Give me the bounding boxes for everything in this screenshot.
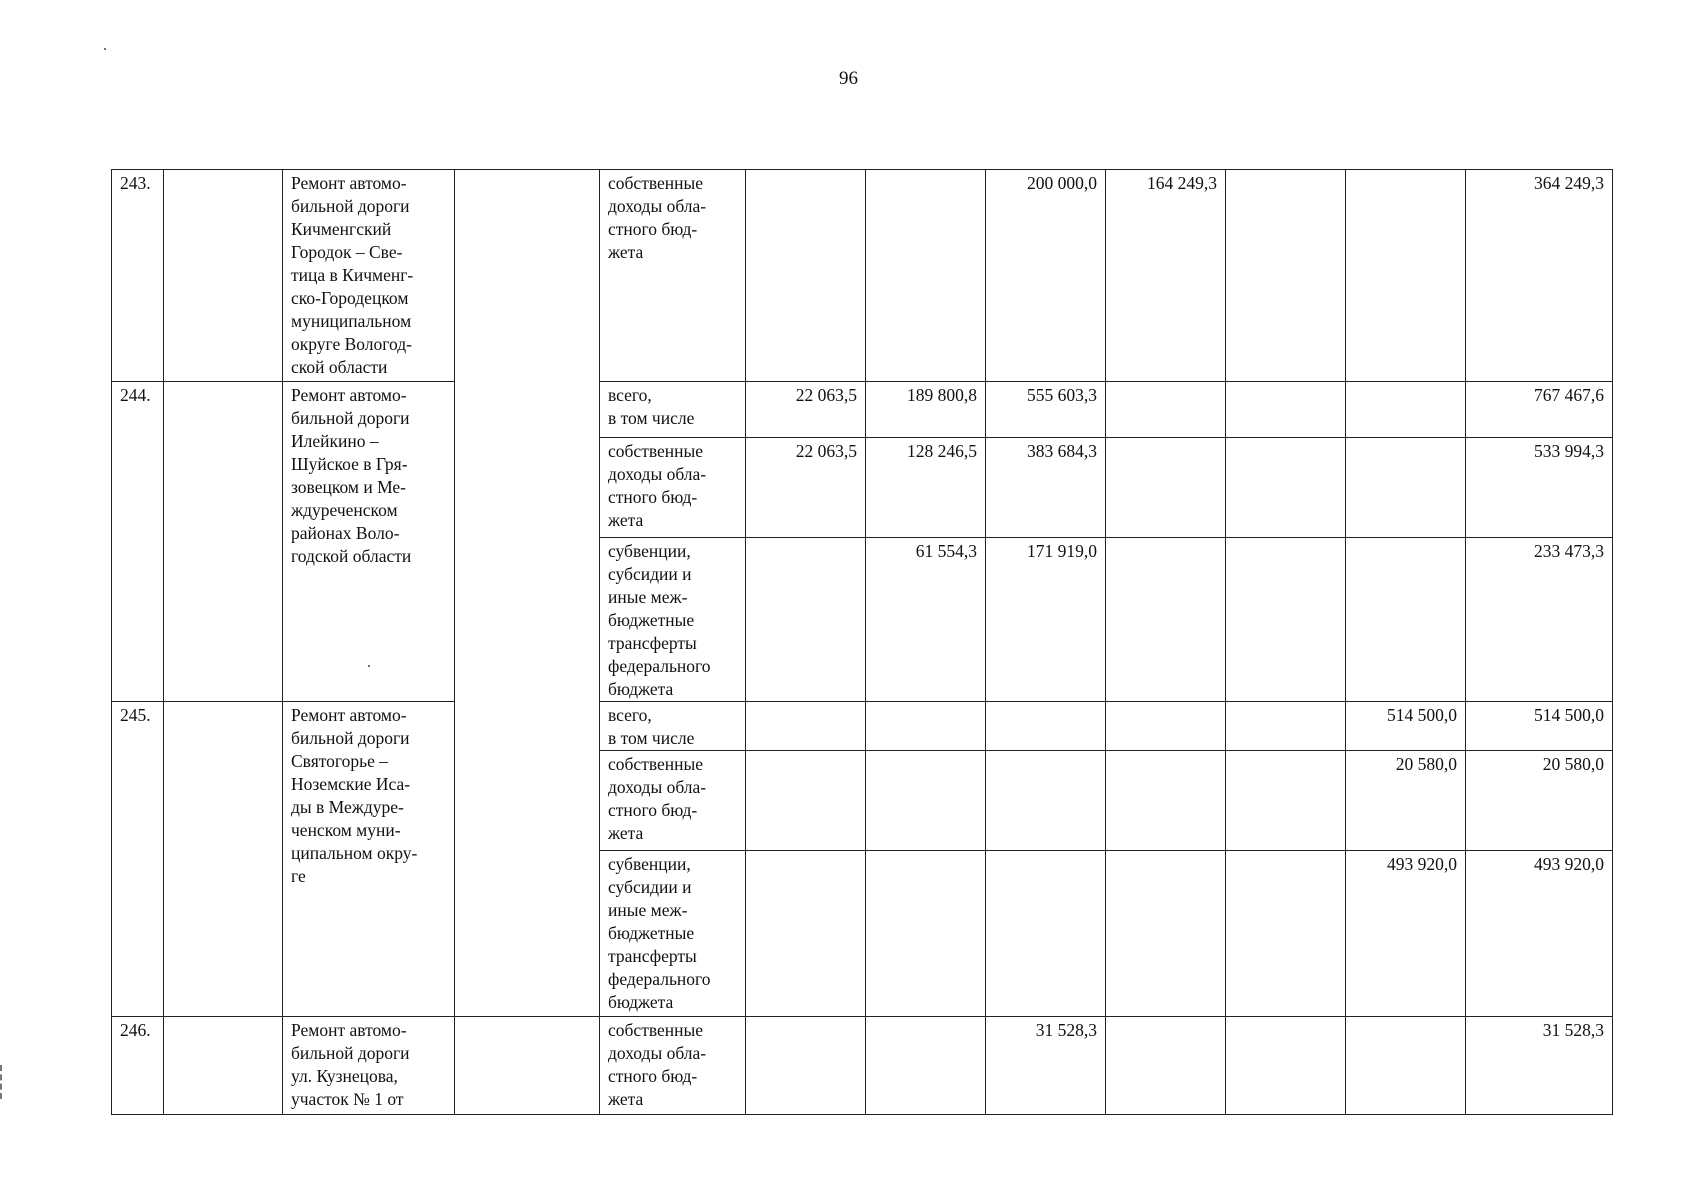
empty-cell (164, 702, 283, 1017)
funding-source: субвенции, субсидии и иные меж- бюджетные трансферты федерального бюджета (600, 851, 746, 1017)
value-cell (1106, 1017, 1226, 1115)
total-cell: 533 994,3 (1466, 438, 1613, 538)
value-cell (866, 170, 986, 382)
scan-speck (104, 48, 106, 50)
value-cell: 164 249,3 (1106, 170, 1226, 382)
value-cell (1226, 382, 1346, 438)
value-cell (1226, 538, 1346, 702)
value-cell: 61 554,3 (866, 538, 986, 702)
funding-source: собственные доходы обла- стного бюд- жета (600, 438, 746, 538)
empty-merged-cell (455, 170, 600, 1017)
funding-source: всего, в том числе (600, 702, 746, 751)
table-row (112, 702, 1613, 751)
value-cell: 31 528,3 (986, 1017, 1106, 1115)
value-cell: 383 684,3 (986, 438, 1106, 538)
total-cell: 514 500,0 (1466, 702, 1613, 751)
total-cell: 233 473,3 (1466, 538, 1613, 702)
value-cell: 493 920,0 (1346, 851, 1466, 1017)
value-cell (866, 702, 986, 751)
funding-source: собственные доходы обла- стного бюд- жета (600, 1017, 746, 1115)
value-cell (746, 170, 866, 382)
value-cell (1106, 538, 1226, 702)
object-title: Ремонт автомо- бильной дороги Святогорье – Ноземские Иса- ды в Междуре- ченском муни- ципальном окру- ге (283, 702, 455, 1017)
value-cell (746, 851, 866, 1017)
row-index: 244. (112, 382, 164, 702)
value-cell: 128 246,5 (866, 438, 986, 538)
scan-edge-mark (0, 1065, 5, 1099)
funding-source: всего, в том числе (600, 382, 746, 438)
empty-cell (164, 170, 283, 382)
budget-table-body (112, 170, 1613, 1115)
funding-source: собственные доходы обла- стного бюд- жета (600, 170, 746, 382)
value-cell (746, 702, 866, 751)
value-cell (866, 751, 986, 851)
total-cell: 364 249,3 (1466, 170, 1613, 382)
value-cell (1226, 851, 1346, 1017)
value-cell (1346, 170, 1466, 382)
value-cell (1106, 382, 1226, 438)
funding-source: субвенции, субсидии и иные меж- бюджетные трансферты федерального бюджета (600, 538, 746, 702)
total-cell: 31 528,3 (1466, 1017, 1613, 1115)
value-cell (986, 851, 1106, 1017)
value-cell: 200 000,0 (986, 170, 1106, 382)
budget-table (111, 169, 1613, 1115)
value-cell (746, 538, 866, 702)
value-cell (1106, 751, 1226, 851)
value-cell (1346, 1017, 1466, 1115)
object-title: Ремонт автомо- бильной дороги ул. Кузнецова, участок № 1 от (283, 1017, 455, 1115)
value-cell: 555 603,3 (986, 382, 1106, 438)
value-cell: 22 063,5 (746, 382, 866, 438)
empty-cell (455, 1017, 600, 1115)
total-cell: 20 580,0 (1466, 751, 1613, 851)
value-cell (1106, 438, 1226, 538)
value-cell (1226, 438, 1346, 538)
row-index: 243. (112, 170, 164, 382)
value-cell (1226, 170, 1346, 382)
table-row (112, 382, 1613, 438)
object-title: Ремонт автомо- бильной дороги Кичменгский Городок – Све- тица в Кичменг- ско-Городецком муниципальном округе Вологод- ской области (283, 170, 455, 382)
value-cell (866, 851, 986, 1017)
value-cell (746, 751, 866, 851)
row-index: 246. (112, 1017, 164, 1115)
value-cell (866, 1017, 986, 1115)
value-cell (746, 1017, 866, 1115)
row-index: 245. (112, 702, 164, 1017)
value-cell: 171 919,0 (986, 538, 1106, 702)
value-cell (1226, 702, 1346, 751)
value-cell (1226, 751, 1346, 851)
value-cell (986, 702, 1106, 751)
table-row (112, 1017, 1613, 1115)
empty-cell (164, 1017, 283, 1115)
value-cell: 20 580,0 (1346, 751, 1466, 851)
page-number: 96 (839, 68, 858, 89)
value-cell: 22 063,5 (746, 438, 866, 538)
total-cell: 493 920,0 (1466, 851, 1613, 1017)
value-cell (1346, 438, 1466, 538)
funding-source: собственные доходы обла- стного бюд- жета (600, 751, 746, 851)
object-title: Ремонт автомо- бильной дороги Илейкино – Шуйское в Гря- зовецком и Ме- ждуреченском районах Воло- годской области (283, 382, 455, 702)
value-cell: 514 500,0 (1346, 702, 1466, 751)
table-row (112, 170, 1613, 382)
value-cell: 189 800,8 (866, 382, 986, 438)
value-cell (986, 751, 1106, 851)
total-cell: 767 467,6 (1466, 382, 1613, 438)
value-cell (1226, 1017, 1346, 1115)
value-cell (1106, 851, 1226, 1017)
value-cell (1106, 702, 1226, 751)
value-cell (1346, 382, 1466, 438)
empty-cell (164, 382, 283, 702)
value-cell (1346, 538, 1466, 702)
